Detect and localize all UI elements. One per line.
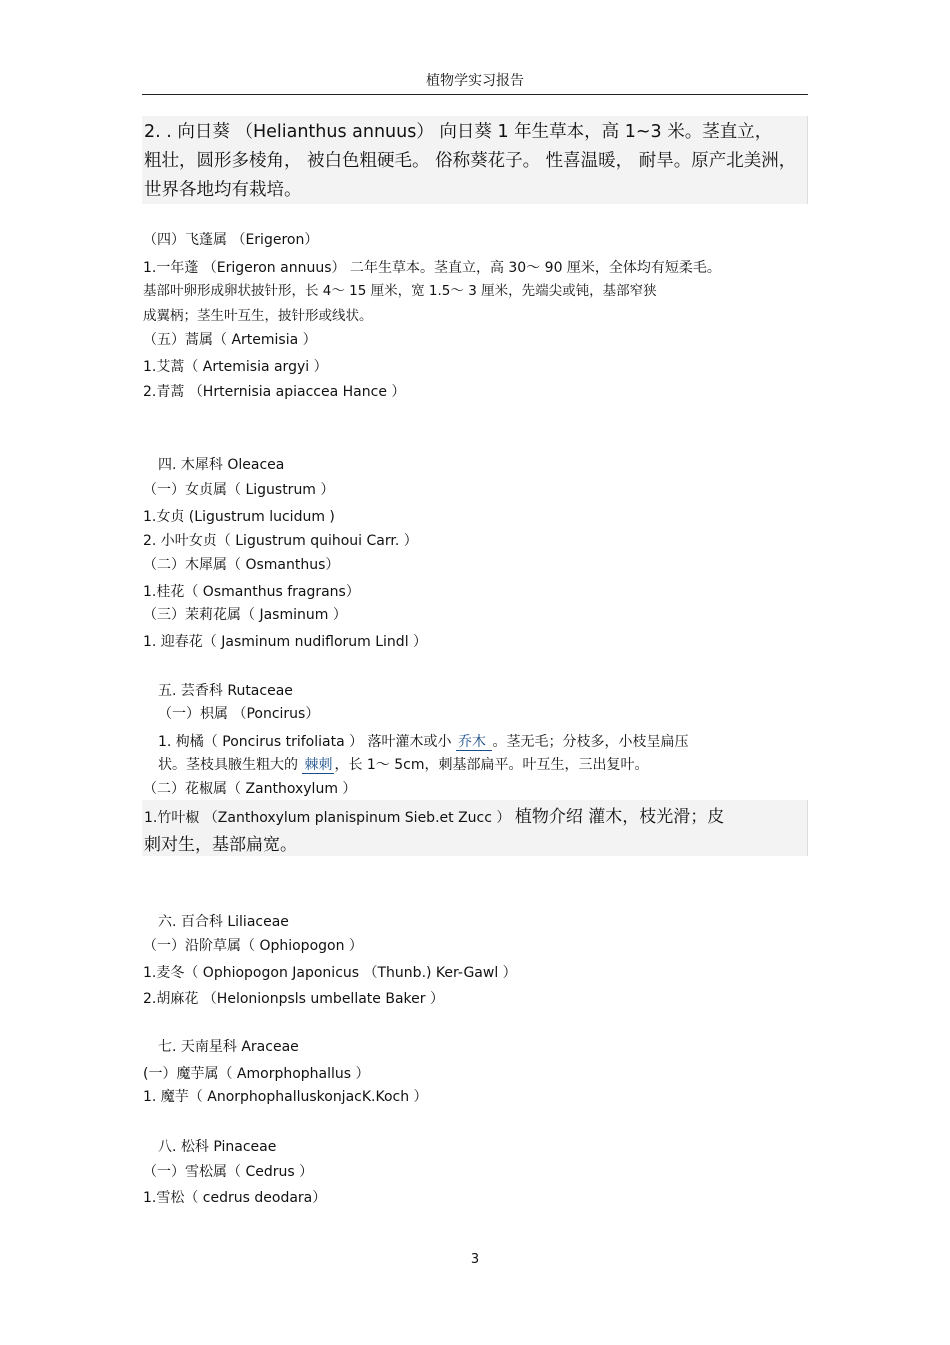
underlined-term-jici[interactable]: 棘刺	[304, 757, 333, 773]
zanthoxylum-paragraph	[142, 800, 808, 856]
header-divider	[142, 94, 808, 95]
family-heading-liliaceae: 六. 百合科 Liliaceae	[158, 914, 289, 930]
description-line	[158, 754, 649, 774]
paragraph-line: 世界各地均有栽培。	[144, 180, 302, 200]
text-run: 状。茎枝具腋生粗大的	[158, 757, 303, 773]
species-poncirus-trifoliata	[158, 731, 688, 751]
text-run: 。茎无毛；分枝多，小枝呈扁压	[492, 734, 689, 750]
text-run: 植物介绍 灌木，枝光滑；皮	[514, 807, 725, 827]
species-ophiopogon-japonicus: 1.麦冬（ Ophiopogon Japonicus （Thunb.) Ker-Gawl ）	[143, 965, 517, 981]
family-heading-rutaceae: 五. 芸香科 Rutaceae	[158, 683, 293, 699]
family-heading-pinaceae: 八. 松科 Pinaceae	[158, 1139, 277, 1155]
text-run: 1.竹叶椒 （Zanthoxylum planispinum Sieb.et Zucc ）	[144, 810, 515, 826]
genus-heading-osmanthus: （二）木犀属（ Osmanthus）	[143, 557, 340, 573]
helianthus-paragraph	[142, 116, 808, 204]
genus-heading-erigeron: （四）飞蓬属 （Erigeron）	[143, 232, 319, 248]
text-run: ，长 1～ 5cm，刺基部扁平。叶互生，三出复叶。	[334, 757, 649, 773]
species-cedrus-deodara: 1.雪松（ cedrus deodara）	[143, 1190, 327, 1206]
description-line: 基部叶卵形成卵状披针形，长 4～ 15 厘米，宽 1.5～ 3 厘米，先端尖或钝，基部窄狭	[143, 283, 657, 299]
genus-heading-cedrus: （一）雪松属（ Cedrus ）	[143, 1164, 314, 1180]
paragraph-line: 2. . 向日葵 （Helianthus annuus） 向日葵 1 年生草本，高 1~3 米。茎直立，	[144, 122, 773, 142]
page-header-title: 植物学实习报告	[426, 73, 524, 89]
species-ligustrum-quihoui: 2. 小叶女贞（ Ligustrum quihoui Carr. ）	[143, 533, 418, 549]
species-amorphophallus-konjac: 1. 魔芋（ AnorphophalluskonjacK.Koch ）	[143, 1089, 428, 1105]
family-heading-oleacea: 四. 木犀科 Oleacea	[158, 457, 285, 473]
species-jasminum-nudiflorum: 1. 迎春花（ Jasminum nudiflorum Lindl ）	[143, 634, 428, 650]
text-run: 1. 枸橘（ Poncirus trifoliata ） 落叶灌木或小	[158, 734, 457, 750]
family-heading-araceae: 七. 天南星科 Araceae	[158, 1039, 299, 1055]
genus-heading-artemisia: （五）蒿属（ Artemisia ）	[143, 332, 317, 348]
page-number: 3	[470, 1252, 480, 1267]
species-hrternisia: 2.青蒿 （Hrternisia apiaccea Hance ）	[143, 384, 406, 400]
species-osmanthus-fragrans: 1.桂花（ Osmanthus fragrans）	[143, 584, 360, 600]
species-erigeron-annuus: 1.一年蓬 （Erigeron annuus） 二年生草本。茎直立，高 30～ 90 厘米，全体均有短柔毛。	[143, 260, 721, 276]
genus-heading-poncirus: （一）枳属 （Poncirus）	[158, 706, 320, 722]
paragraph-line	[144, 803, 805, 832]
genus-heading-zanthoxylum: （二）花椒属（ Zanthoxylum ）	[143, 781, 357, 797]
genus-heading-ligustrum: （一）女贞属（ Ligustrum ）	[143, 482, 335, 498]
species-helonionpsls: 2.胡麻花 （Helonionpsls umbellate Baker ）	[143, 991, 444, 1007]
genus-heading-amorphophallus: (一）魔芋属（ Amorphophallus ）	[143, 1066, 370, 1082]
genus-heading-jasminum: （三）茉莉花属（ Jasminum ）	[143, 607, 347, 623]
species-ligustrum-lucidum: 1.女贞 (Ligustrum lucidum )	[143, 509, 335, 525]
genus-heading-ophiopogon: （一）沿阶草属（ Ophiopogon ）	[143, 938, 363, 954]
paragraph-line: 粗壮，圆形多棱角， 被白色粗硬毛。 俗称葵花子。 性喜温暖， 耐旱。原产北美洲，	[144, 151, 797, 171]
paragraph-line: 刺对生，基部扁宽。	[144, 835, 297, 855]
underlined-term-qiaomu[interactable]: 乔木	[458, 734, 491, 750]
description-line: 成翼柄；茎生叶互生，披针形或线状。	[143, 308, 373, 324]
species-artemisia-argyi: 1.艾蒿（ Artemisia argyi ）	[143, 359, 328, 375]
